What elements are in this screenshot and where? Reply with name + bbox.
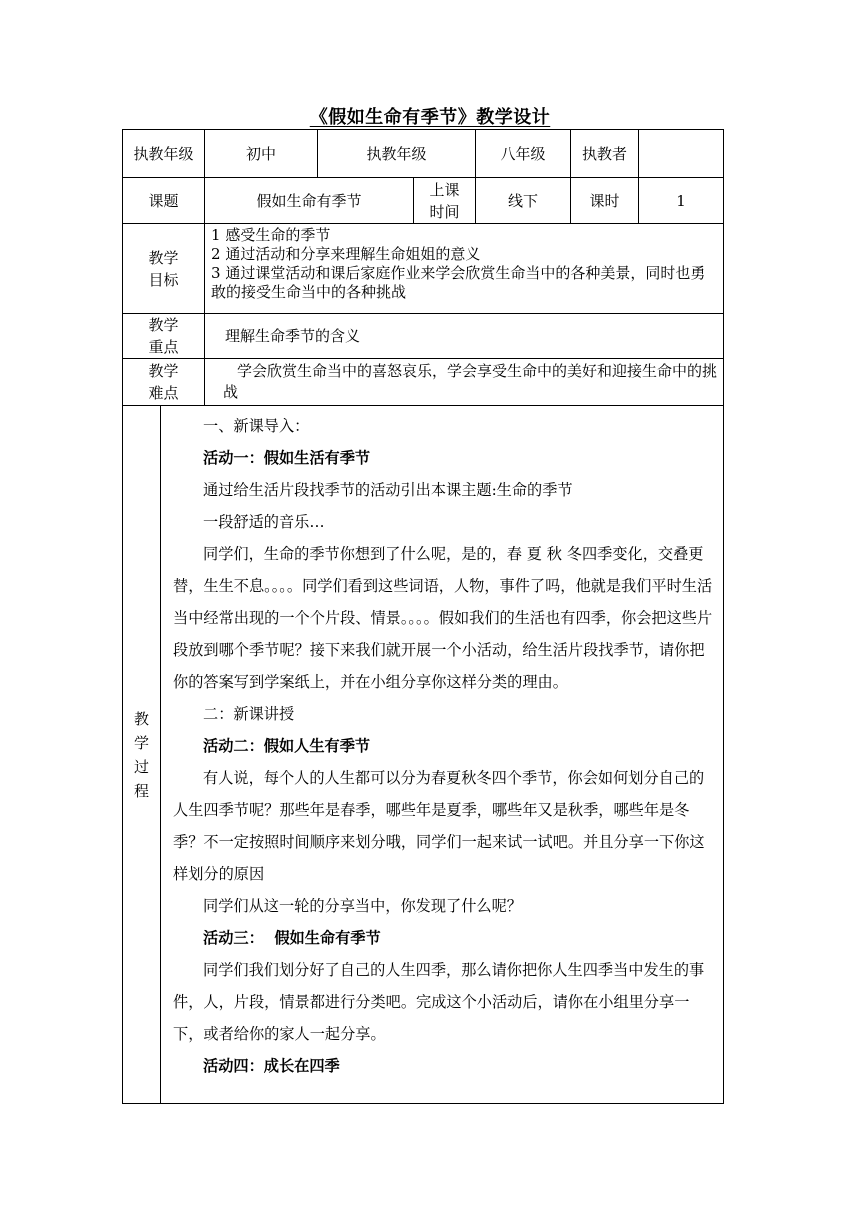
- process-label-text: 教学过程: [133, 709, 149, 800]
- teach-grade-label: 执教年级: [123, 130, 205, 178]
- activity-heading: 活动一：假如生活有季节: [203, 449, 371, 467]
- process-paragraph: 同学们从这一轮的分享当中，你发现了什么呢？: [203, 897, 522, 915]
- process-paragraph: 同学们我们划分好了自己的人生四季，那么请你把你人生四季当中发生的事件，人，片段，情景都进行分类吧。完成这个小活动后，请你在小组里分享一下，或者给你的家人一起分享。: [173, 961, 705, 1043]
- time-label: 上课时间: [414, 178, 476, 224]
- process-paragraph: 同学们，生命的季节你想到了什么呢，是的，春 夏 秋 冬四季变化，交叠更替，生生不息。。。。同学们看到这些词语，人物，事件了吗，他就是我们平时生活当中经常出现的一个个片段、情景。。。。假如我们的生活也有四季，你会把这些片段放到哪个季节呢？接下来我们就开展一个小活动，给生活片段找季节，请你把你的答案写到学案纸上，并在小组分享你这样分类的理由。: [173, 545, 713, 691]
- activity-heading: 活动二：假如人生有季节: [203, 737, 371, 755]
- row-focus: [123, 314, 724, 359]
- goal-item: 2 通过活动和分享来理解生命姐姐的意义: [211, 245, 481, 263]
- process-content: [161, 406, 724, 1104]
- teach-grade-value: 初中: [205, 130, 318, 178]
- mode-value: 线下: [476, 178, 571, 224]
- process-paragraph: 一段舒适的音乐…: [203, 513, 325, 531]
- document-title-text: 《假如生命有季节》教学设计: [309, 107, 551, 128]
- row-difficulty: [123, 359, 724, 406]
- hours-value: 1: [639, 178, 724, 224]
- row-grade: [123, 130, 724, 178]
- goal-item: 1 感受生命的季节: [211, 226, 331, 244]
- activity-heading: 活动四：成长在四季: [203, 1057, 340, 1075]
- difficulty-label: 教学难点: [123, 359, 205, 406]
- document-title: [0, 103, 860, 129]
- difficulty-text: 学会欣赏生命当中的喜怒哀乐，学会享受生命中的美好和迎接生命中的挑战: [205, 359, 724, 406]
- goals-label: 教学目标: [123, 224, 205, 314]
- process-label: [123, 406, 161, 1104]
- hours-label: 课时: [571, 178, 639, 224]
- goal-item: 3 通过课堂活动和课后家庭作业来学会欣赏生命当中的各种美景，同时也勇敢的接受生命当中的各种挑战: [211, 264, 706, 301]
- process-paragraph: 一、新课导入：: [203, 417, 310, 435]
- goals-list: [205, 224, 724, 314]
- row-goals: [123, 224, 724, 314]
- activity-heading: 活动三： 假如生命有季节: [203, 929, 381, 947]
- topic-label: 课题: [123, 178, 205, 224]
- focus-text: 理解生命季节的含义: [205, 314, 724, 359]
- process-paragraph: 二：新课讲授: [203, 705, 295, 723]
- grade-value: 八年级: [476, 130, 571, 178]
- process-paragraph: 通过给生活片段找季节的活动引出本课主题:生命的季节: [203, 481, 573, 499]
- teacher-label: 执教者: [571, 130, 639, 178]
- row-process: [123, 406, 724, 1104]
- lesson-plan-table: [122, 129, 724, 1104]
- process-paragraph: 有人说，每个人的人生都可以分为春夏秋冬四个季节，你会如何划分自己的人生四季节呢？那些年是春季，哪些年是夏季，哪些年又是秋季，哪些年是冬季？不一定按照时间顺序来划分哦，同学们一起来试一试吧。并且分享一下你这样划分的原因: [173, 769, 705, 883]
- topic-value: 假如生命有季节: [205, 178, 414, 224]
- teacher-value: [639, 130, 724, 178]
- focus-label: 教学重点: [123, 314, 205, 359]
- grade-label: 执教年级: [318, 130, 476, 178]
- row-topic: [123, 178, 724, 224]
